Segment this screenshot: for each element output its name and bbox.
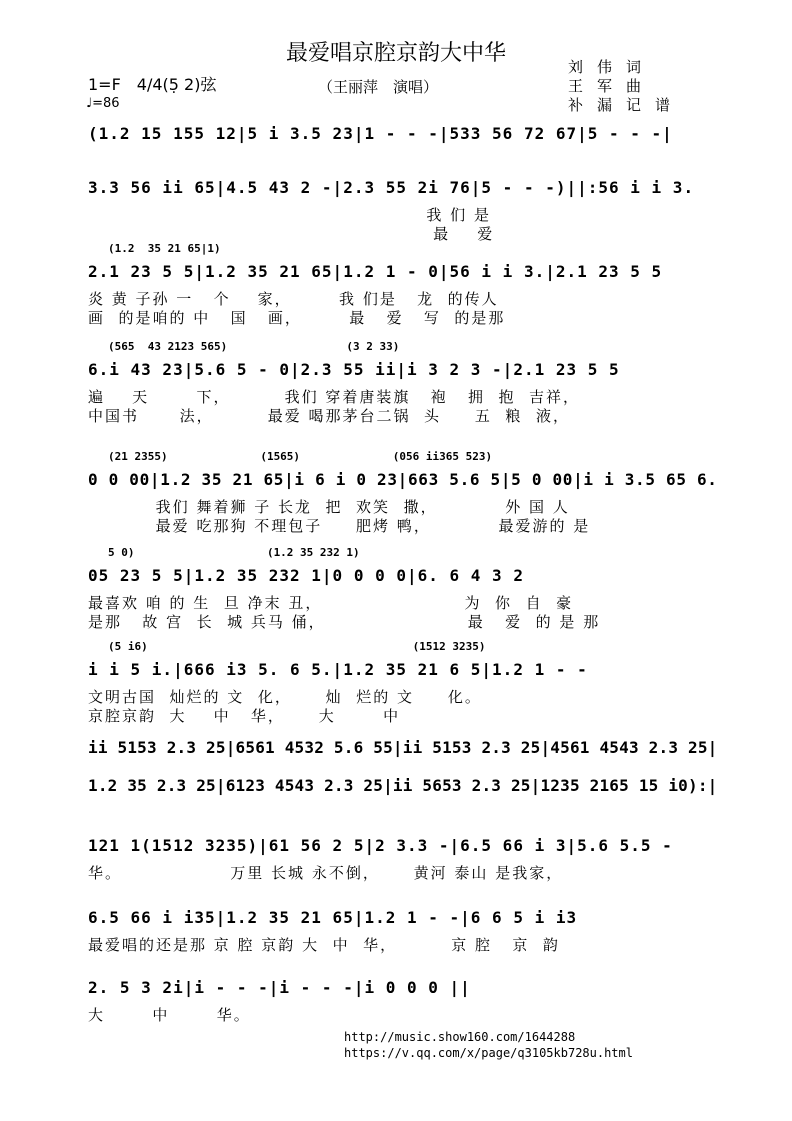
song-title: 最爱唱京腔京韵大中华 [285,41,506,66]
alternate-passage: (565 43 2123 565) (3 2 33) [108,340,400,353]
credit-transcriber: 补漏记谱 [568,96,685,114]
lyric-line: 最喜欢 咱 的 生 旦 净末 丑， 为 你 自 豪 [88,594,574,612]
lyric-line: 文明古国 灿烂的 文 化， 灿 烂的 文 化。 [88,688,482,706]
notation-line: 1.2 35 2.3 25|6123 4543 2.3 25|ii 5653 2.3 25|1235 2165 15 i0):| [88,776,718,795]
performer-subtitle: （王丽萍 演唱） [318,78,439,96]
key-signature: 1=F 4/4(5̣ 2)弦 [88,75,217,94]
lyric-line: 大 中 华。 [88,1006,251,1024]
lyric-line: 我们 舞着狮 子 长龙 把 欢笑 撒， 外 国 人 [88,498,570,516]
notation-line: 121 1(1512 3235)|61 56 2 5|2 3.3 -|6.5 66 i 3|5.6 5.5 - [88,836,673,855]
notation-line: ii 5153 2.3 25|6561 4532 5.6 55|ii 5153 2.3 25|4561 4543 2.3 25| [88,738,718,757]
lyric-line: 遍 天 下， 我们 穿着唐装旗 袍 拥 抱 吉祥， [88,388,581,406]
notation-line: 05 23 5 5|1.2 35 232 1|0 0 0 0|6. 6 4 3 2 [88,566,524,585]
lyric-line: 画 的是咱的 中 国 画， 最 爱 写 的是那 [88,309,506,327]
notation-line: i i 5 i.|666 i3 5. 6 5.|1.2 35 21 6 5|1.2 1 - - [88,660,588,679]
notation-line: 2.1 23 5 5|1.2 35 21 65|1.2 1 - 0|56 i i 3.|2.1 23 5 5 [88,262,663,281]
notation-line: 0 0 00|1.2 35 21 65|i 6 i 0 23|663 5.6 5|5 0 00|i i 3.5 65 6. [88,470,718,489]
credits [568,58,684,115]
lyric-line: 炎 黄 子孙 一 个 家， 我 们是 龙 的传人 [88,290,499,308]
alternate-passage: (5 i6) (1512 3235) [108,640,486,653]
lyric-line: 是那 故 宫 长 城 兵马 俑， 最 爱 的 是 那 [88,613,601,631]
alternate-passage: (1.2 35 21 65|1) [108,242,221,255]
alternate-passage: (21 2355) (1565) (056 ii365 523) [108,450,493,463]
notation-line: 6.5 66 i i35|1.2 35 21 65|1.2 1 - -|6 6 5 i i3 [88,908,578,927]
lyric-line: 我 们 是 [88,206,491,224]
source-url-2: https://v.qq.com/x/page/q3105kb728u.html [344,1046,633,1060]
notation-line: 2. 5 3 2i|i - - -|i - - -|i 0 0 0 || [88,978,471,997]
notation-line: (1.2 15 155 12|5 i 3.5 23|1 - - -|533 56 72 67|5 - - -| [88,124,673,143]
alternate-passage: 5 0) (1.2 35 232 1) [108,546,360,559]
notation-line: 3.3 56 ii 65|4.5 43 2 -|2.3 55 2i 76|5 - - -)||:56 i i 3. [88,178,695,197]
tempo-marking: ♩=86 [86,96,120,111]
lyric-line: 华。 万里 长城 永不倒， 黄河 泰山 是我家， [88,864,564,882]
source-url-1: http://music.show160.com/1644288 [344,1030,576,1044]
lyric-line: 京腔京韵 大 中 华， 大 中 [88,707,401,725]
lyric-line: 最 爱 [88,225,495,243]
lyric-line: 中国书 法， 最爱 喝那茅台二锅 头 五 粮 液， [88,407,570,425]
notation-line: 6.i 43 23|5.6 5 - 0|2.3 55 ii|i 3 2 3 -|2.1 23 5 5 [88,360,620,379]
lyric-line: 最爱 吃那狗 不理包子 肥烤 鸭， 最爱游的 是 [88,517,591,535]
credit-lyricist: 刘伟词 [568,58,656,76]
credit-composer: 王军曲 [568,77,656,95]
lyric-line: 最爱唱的还是那 京 腔 京韵 大 中 华， 京 腔 京 韵 [88,936,560,954]
